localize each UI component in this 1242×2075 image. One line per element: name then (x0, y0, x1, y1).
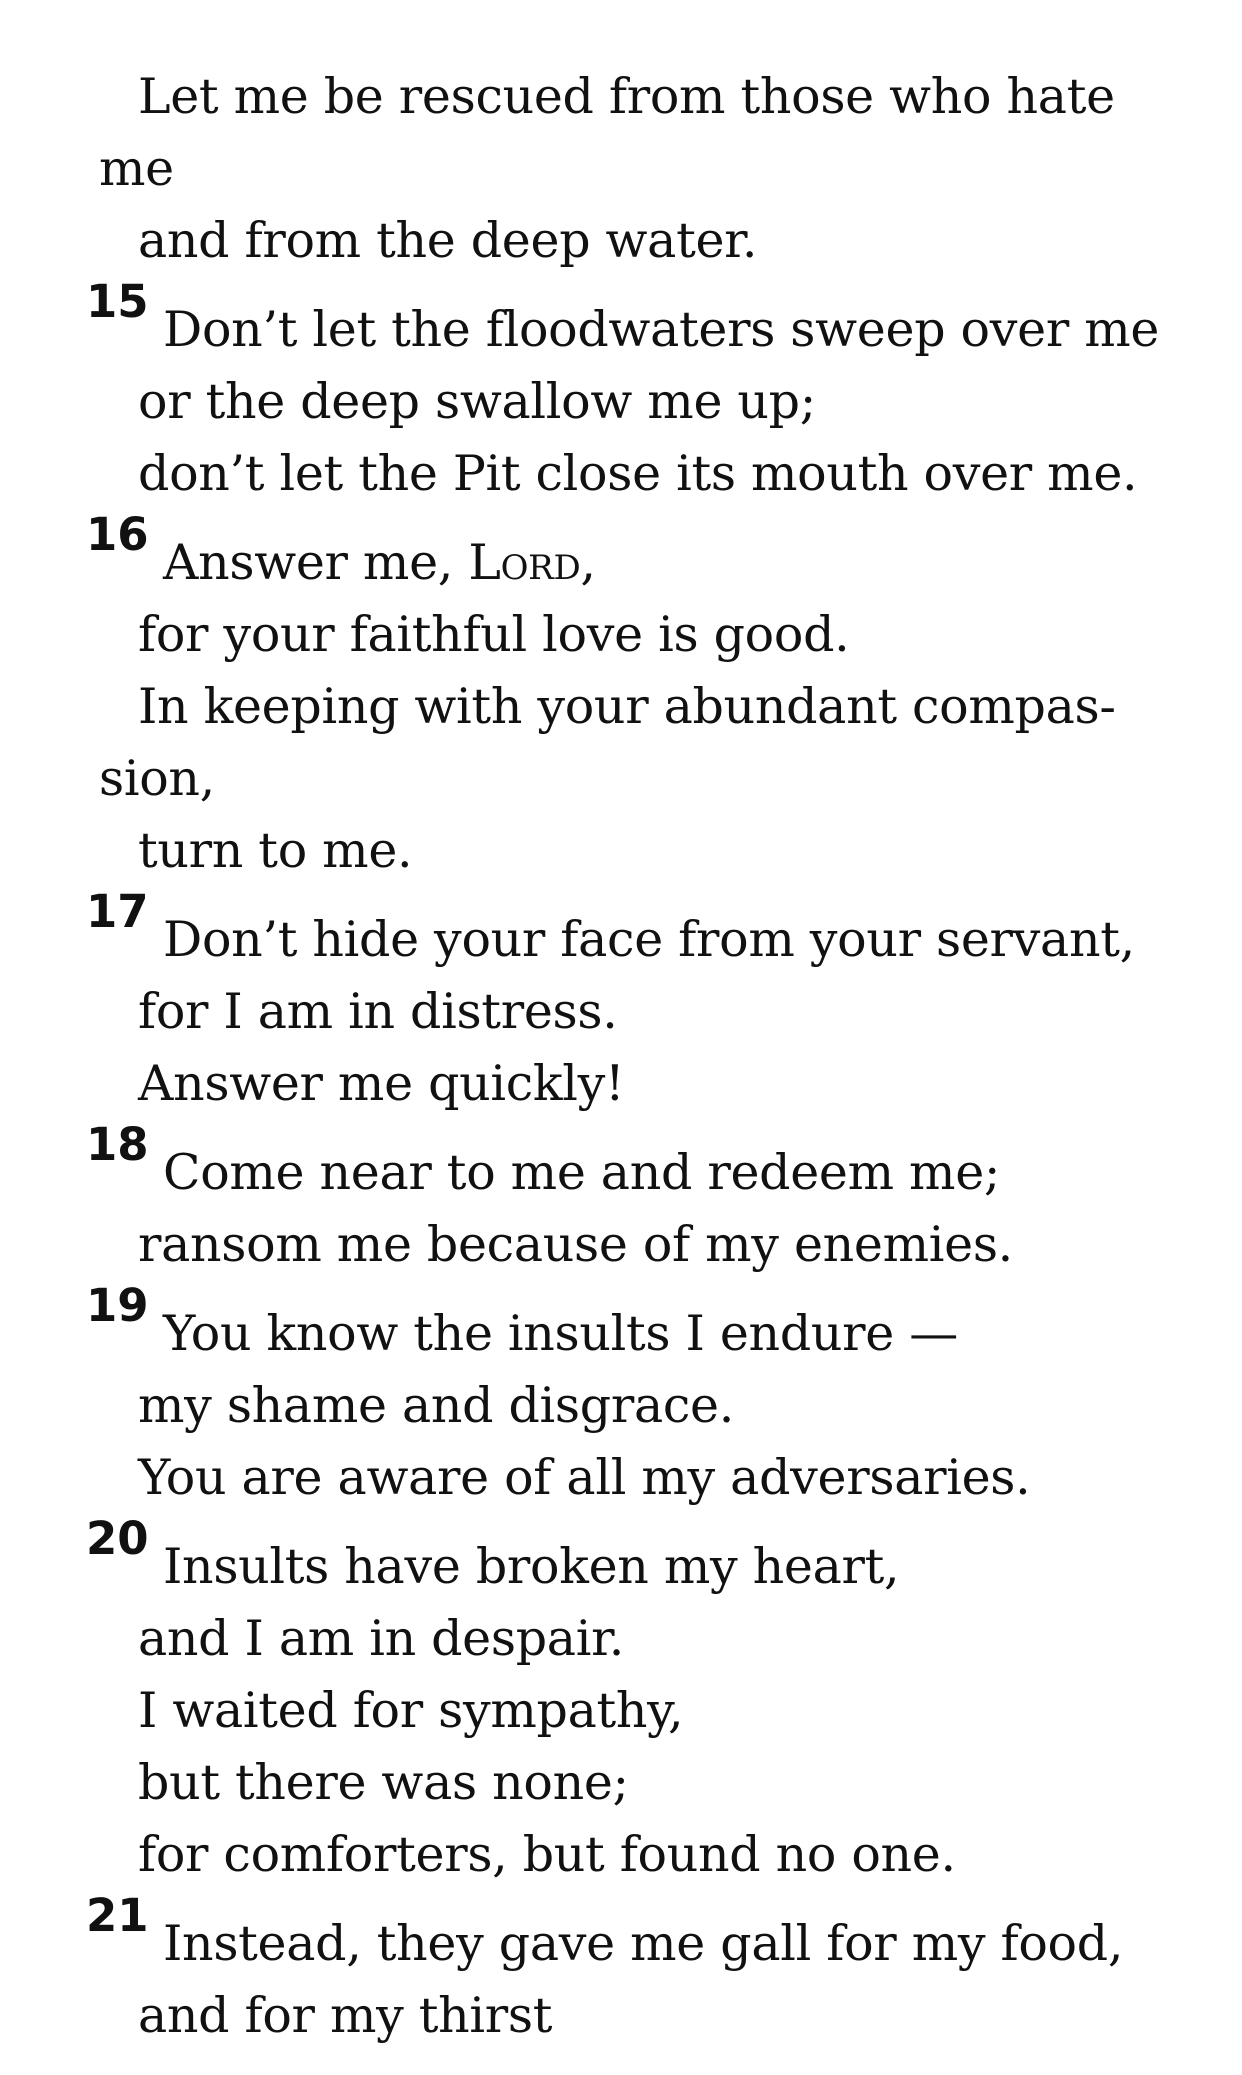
verse-line: and I am in despair. (138, 1610, 625, 1667)
verse-line: or the deep swallow me up; (138, 373, 816, 430)
verse-line: Don’t let the floodwaters sweep over me (163, 301, 1160, 358)
verse-line: ransom me because of my enemies. (138, 1216, 1013, 1273)
verse-line: I waited for sympathy, (138, 1682, 684, 1739)
verse-line: and for my thirst (138, 1987, 553, 2044)
verse-line: my shame and disgrace. (138, 1377, 734, 1434)
verse-line: In keeping with your abundant compas- (138, 678, 1116, 735)
verse-number: 21 (86, 1889, 149, 1942)
verse-number: 16 (86, 508, 149, 561)
verse-line: for your faithful love is good. (138, 606, 850, 663)
verse-number: 17 (86, 885, 149, 938)
verse-line-wrap: me (99, 140, 174, 197)
verse-line: don’t let the Pit close its mouth over me. (138, 445, 1138, 502)
verse-line (163, 534, 596, 591)
verse-number: 18 (86, 1118, 149, 1171)
verse-line: Answer me quickly! (138, 1055, 625, 1112)
verse-line: Insults have broken my heart, (163, 1538, 900, 1595)
verse-line: turn to me. (138, 822, 413, 879)
verse-line: for comforters, but found no one. (138, 1826, 956, 1883)
verse-line: You know the insults I endure — (163, 1305, 958, 1362)
verse-text: , (580, 534, 596, 591)
verse-line: Let me be rescued from those who hate (138, 68, 1115, 125)
verse-text: Answer me, (163, 534, 469, 591)
verse-line-wrap: sion, (99, 750, 215, 807)
verse-number: 20 (86, 1512, 149, 1565)
verse-line: You are aware of all my adversaries. (138, 1449, 1031, 1506)
divine-name: Lord (468, 534, 581, 591)
verse-line: Come near to me and redeem me; (163, 1144, 1001, 1201)
verse-line: and from the deep water. (138, 212, 758, 269)
verse-line: Don’t hide your face from your servant, (163, 911, 1135, 968)
verse-line: for I am in distress. (138, 983, 618, 1040)
verse-number: 15 (86, 275, 149, 328)
verse-line: but there was none; (138, 1754, 629, 1811)
verse-line: Instead, they gave me gall for my food, (163, 1915, 1124, 1972)
verse-number: 19 (86, 1279, 149, 1332)
